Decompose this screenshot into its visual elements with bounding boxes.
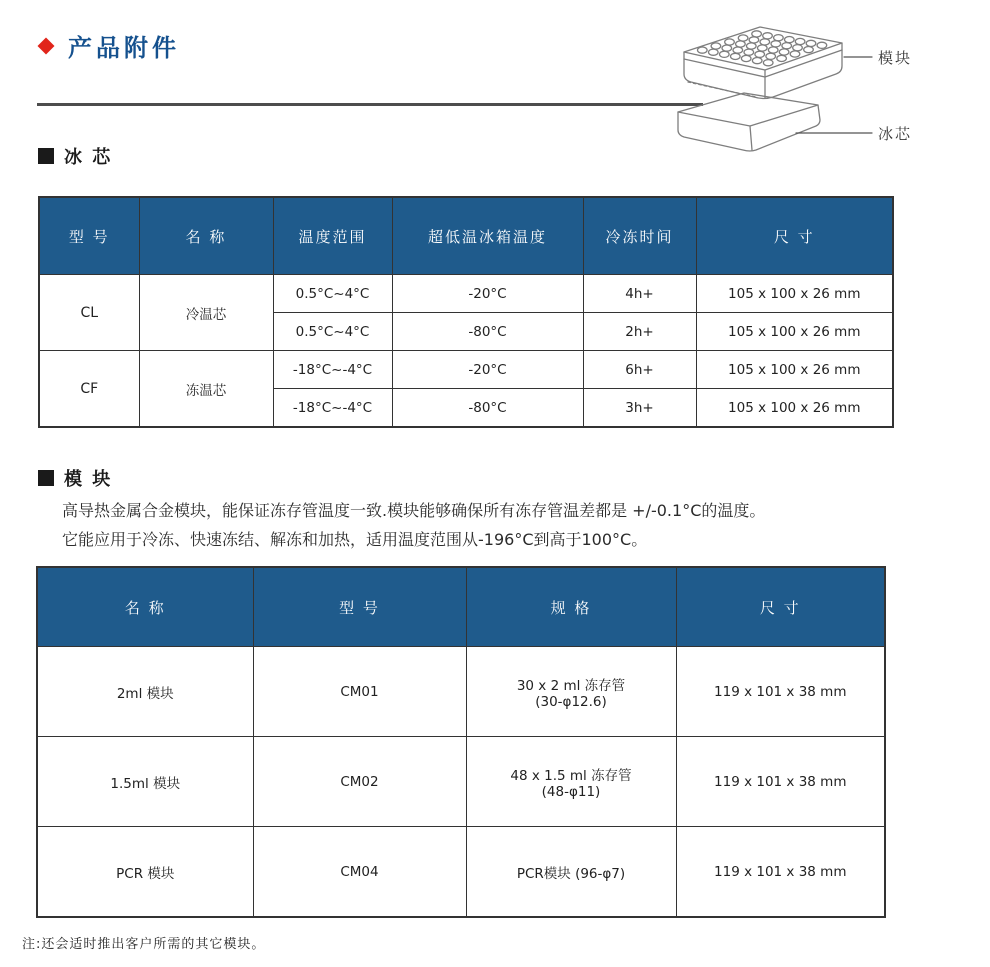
module-hole (733, 47, 743, 53)
core-top-face (678, 93, 818, 126)
module-hole (744, 49, 754, 55)
cell-name: 2ml 模块 (37, 647, 253, 737)
module-hole (749, 37, 759, 43)
header-size: 尺 寸 (676, 567, 885, 647)
spec-line1: 48 x 1.5 ml 冻存管 (510, 767, 632, 784)
module-hole (793, 45, 803, 51)
section-marker-icon (38, 470, 54, 486)
module-hole (790, 51, 800, 57)
diamond-bullet-icon (38, 37, 55, 54)
module-hole (725, 39, 735, 45)
module-hole (741, 55, 751, 61)
module-hole (782, 43, 792, 49)
module-hole (709, 49, 719, 55)
section-marker-icon (38, 148, 54, 164)
cell-range: 0.5°C~4°C (273, 313, 392, 351)
cell-size: 105 x 100 x 26 mm (696, 275, 893, 313)
cell-name: PCR 模块 (37, 827, 253, 918)
module-hole (711, 43, 721, 49)
module-description-line2: 它能应用于冷冻、快速冻结、解冻和加热，适用温度范围从-196°C到高于100°C。 (62, 530, 648, 549)
header-name: 名 称 (37, 567, 253, 647)
module-hole (698, 47, 708, 53)
module-hole (736, 41, 746, 47)
module-hole (806, 40, 816, 46)
module-hole (768, 47, 778, 53)
cell-size: 105 x 100 x 26 mm (696, 389, 893, 428)
module-hole (758, 45, 768, 51)
module-hole (763, 60, 773, 66)
module-hole (771, 41, 781, 47)
header-temp-range: 温度范围 (273, 197, 392, 275)
cell-time: 6h+ (583, 351, 696, 389)
cell-freezer: -20°C (392, 275, 583, 313)
cell-model: CM02 (253, 737, 466, 827)
header-freezer-temp: 超低温冰箱温度 (392, 197, 583, 275)
cell-spec (466, 827, 676, 918)
module-hole (722, 45, 732, 51)
product-illustration (648, 8, 978, 173)
cell-model: CM04 (253, 827, 466, 918)
module-hole (777, 55, 787, 61)
cell-size: 105 x 100 x 26 mm (696, 351, 893, 389)
module-hole (774, 35, 784, 41)
module-hole (760, 39, 770, 45)
table-row (37, 827, 885, 918)
module-hole (817, 42, 827, 48)
module-hole (804, 47, 814, 53)
section-heading-label: 冰 芯 (64, 147, 113, 168)
module-hole (747, 43, 757, 49)
divider-rule (37, 103, 703, 106)
cell-model: CM01 (253, 647, 466, 737)
cell-freezer: -20°C (392, 351, 583, 389)
page-title: 产品附件 (68, 34, 180, 62)
table-header-row (39, 197, 893, 275)
spec-line1: 30 x 2 ml 冻存管 (516, 677, 626, 694)
module-hole (766, 53, 776, 59)
header-spec: 规 格 (466, 567, 676, 647)
module-hole (752, 31, 762, 37)
header-model: 型 号 (253, 567, 466, 647)
table-row (37, 647, 885, 737)
table-row (37, 737, 885, 827)
module-hole (755, 51, 765, 57)
cell-range: -18°C~-4°C (273, 351, 392, 389)
core-body (678, 105, 820, 151)
cell-size: 105 x 100 x 26 mm (696, 313, 893, 351)
module-hole (738, 35, 748, 41)
table-row (39, 351, 893, 389)
header-model: 型 号 (39, 197, 139, 275)
core-label: 冰芯 (878, 125, 913, 143)
cell-model: CF (39, 351, 139, 428)
spec-line2: (48-φ11) (541, 783, 601, 800)
cell-spec (466, 647, 676, 737)
module-hole (779, 49, 789, 55)
ice-core-table (38, 196, 894, 428)
cell-range: 0.5°C~4°C (273, 275, 392, 313)
module-hole (795, 38, 805, 44)
table-header-row (37, 567, 885, 647)
section-heading-ice-core (38, 143, 112, 169)
page-title-row (40, 28, 180, 63)
cell-size: 119 x 101 x 38 mm (676, 647, 885, 737)
module-hole (752, 58, 762, 64)
module-hole (785, 37, 795, 43)
spec-line2: (30-φ12.6) (535, 693, 607, 710)
cell-time: 2h+ (583, 313, 696, 351)
table-row (39, 275, 893, 313)
cell-name: 冻温芯 (139, 351, 273, 428)
module-table (36, 566, 886, 918)
cell-spec (466, 737, 676, 827)
cell-name: 1.5ml 模块 (37, 737, 253, 827)
section-heading-label: 模 块 (64, 469, 113, 490)
module-label: 模块 (878, 49, 913, 67)
header-freeze-time: 冷冻时间 (583, 197, 696, 275)
cell-time: 4h+ (583, 275, 696, 313)
cell-freezer: -80°C (392, 389, 583, 428)
cell-name: 冷温芯 (139, 275, 273, 351)
cell-size: 119 x 101 x 38 mm (676, 827, 885, 918)
module-hole (720, 51, 730, 57)
cell-time: 3h+ (583, 389, 696, 428)
module-hole (763, 33, 773, 39)
footnote: 注:还会适时推出客户所需的其它模块。 (22, 937, 266, 952)
cell-range: -18°C~-4°C (273, 389, 392, 428)
module-description (62, 496, 967, 554)
cell-model: CL (39, 275, 139, 351)
header-name: 名 称 (139, 197, 273, 275)
cell-freezer: -80°C (392, 313, 583, 351)
module-and-core-drawing (648, 8, 978, 173)
section-heading-module (38, 465, 112, 491)
module-hole (731, 53, 741, 59)
core-front-edge (750, 126, 752, 150)
module-description-line1: 高导热金属合金模块，能保证冻存管温度一致.模块能够确保所有冻存管温差都是 +/-0.1°C的温度。 (62, 501, 766, 520)
spec-line1: PCR模块 (96-φ7) (516, 865, 626, 882)
header-size: 尺 寸 (696, 197, 893, 275)
cell-size: 119 x 101 x 38 mm (676, 737, 885, 827)
